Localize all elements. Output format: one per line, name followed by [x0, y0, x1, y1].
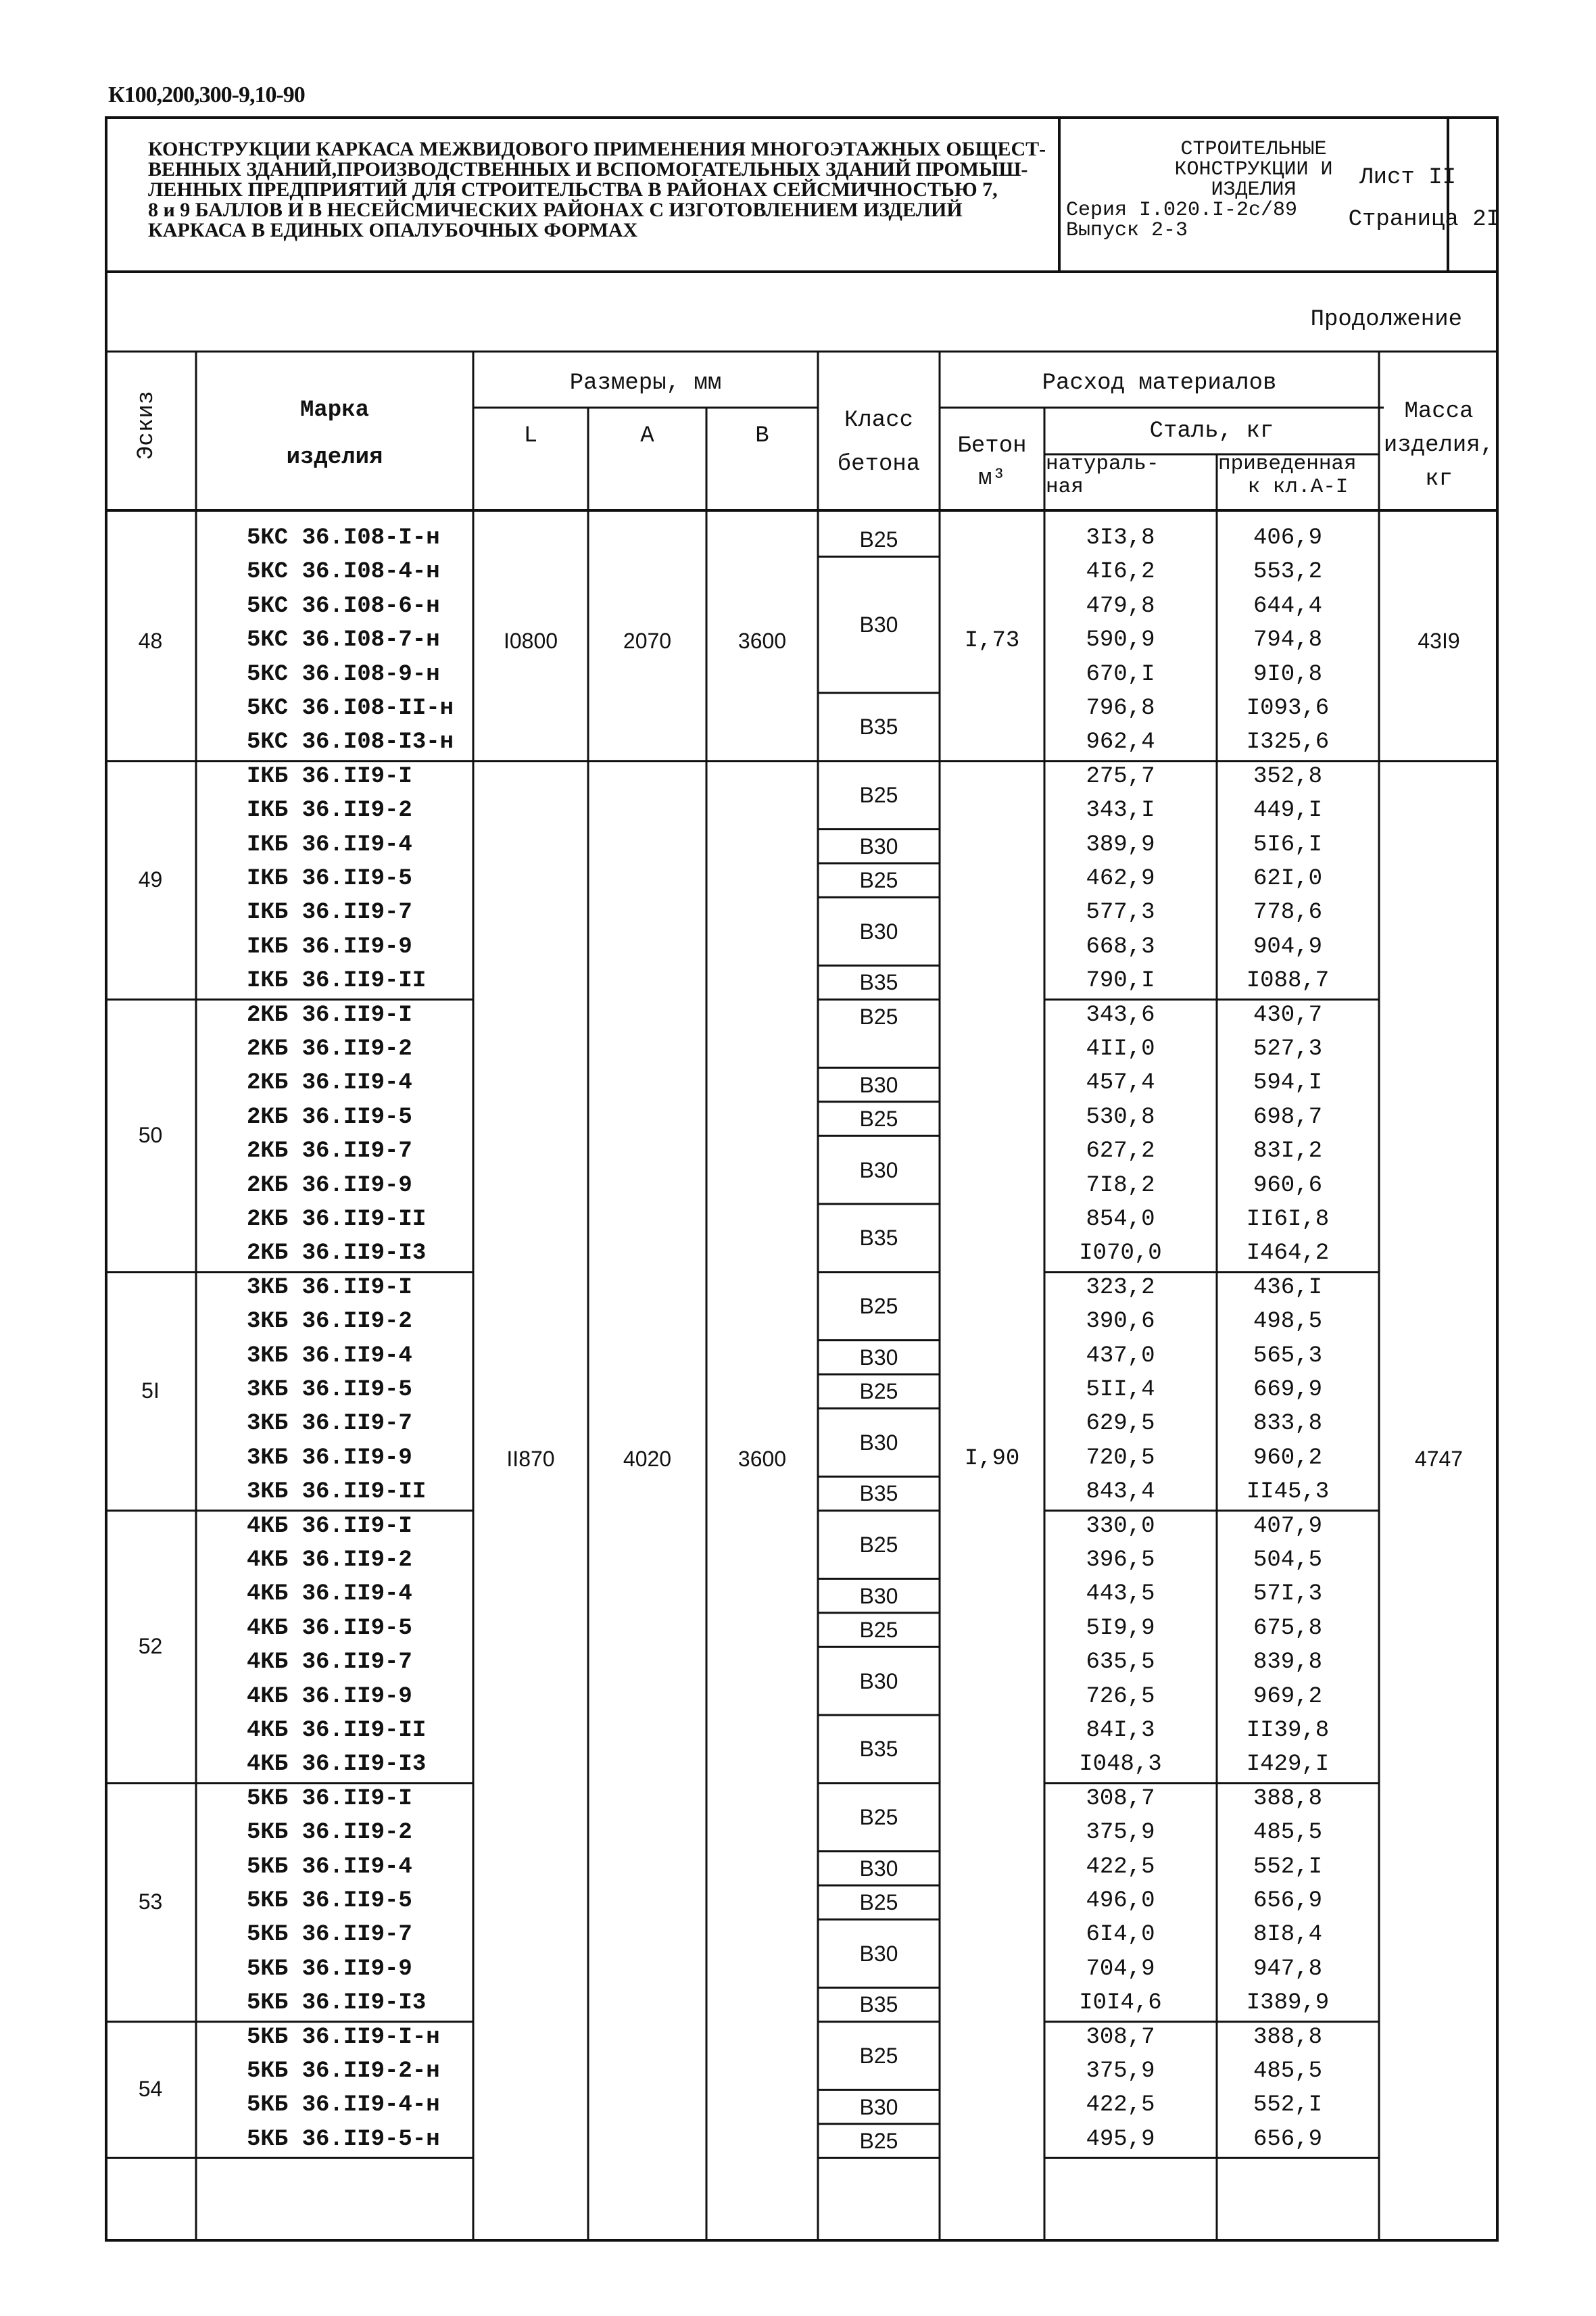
B-header: B: [755, 423, 769, 449]
steel-reduced: 552,I: [1253, 2092, 1323, 2119]
concrete-class: B35: [859, 1992, 898, 2017]
steel-natural: 530,8: [1086, 1104, 1155, 1130]
mark-header-2: изделия: [286, 445, 383, 471]
series-line: СТРОИТЕЛЬНЫЕ: [1180, 138, 1327, 161]
steel-natural: 330,0: [1086, 1513, 1155, 1539]
product-mass: 43I9: [1418, 629, 1460, 654]
steel-reduced: 498,5: [1253, 1309, 1323, 1335]
steel-reduced: 656,9: [1253, 1888, 1323, 1914]
product-mark: 5КБ 36.II9-4-н: [247, 2092, 440, 2119]
steel-natural: 726,5: [1086, 1683, 1155, 1710]
steel-natural: 275,7: [1086, 763, 1155, 790]
product-mark: 5КС 36.I08-7-н: [247, 627, 440, 654]
dimension-B: 3600: [737, 629, 787, 654]
product-mark: 5КБ 36.II9-5: [247, 1888, 412, 1914]
concrete-class: B25: [859, 1533, 898, 1557]
steel-natural: 962,4: [1086, 729, 1155, 756]
product-mark: 5КБ 36.II9-5-н: [247, 2126, 440, 2152]
steel-natural: 422,5: [1086, 2092, 1155, 2119]
reduced-header-2: к кл.А-I: [1247, 475, 1349, 499]
product-mark: 4КБ 36.II9-2: [247, 1547, 412, 1573]
product-mark: IКБ 36.II9-I: [247, 763, 412, 790]
concrete-class: B35: [859, 1226, 898, 1251]
steel-reduced: II6I,8: [1246, 1207, 1330, 1232]
steel-reduced: II45,3: [1246, 1479, 1330, 1505]
steel-reduced: 527,3: [1253, 1036, 1323, 1062]
sketch-number: 54: [138, 2077, 163, 2102]
steel-natural: I070,0: [1079, 1240, 1162, 1267]
steel-natural: 668,3: [1086, 934, 1155, 960]
steel-reduced: 794,8: [1253, 627, 1323, 654]
product-mark: IКБ 36.II9-4: [247, 831, 412, 858]
sketch-number: 5I: [141, 1378, 160, 1403]
steel-reduced: I429,I: [1246, 1752, 1330, 1778]
steel-reduced: 406,9: [1253, 525, 1323, 551]
product-mark: 5КБ 36.II9-I3: [247, 1990, 427, 2017]
dimension-L: I0800: [503, 629, 558, 654]
steel-natural: 635,5: [1086, 1649, 1155, 1676]
steel-natural: 422,5: [1086, 1854, 1155, 1880]
steel-natural: 629,5: [1086, 1411, 1155, 1437]
steel-natural: 443,5: [1086, 1581, 1155, 1608]
materials-header: Расход материалов: [1042, 370, 1277, 396]
product-mark: 5КС 36.I08-I3-н: [247, 729, 454, 756]
steel-header: Сталь, кг: [1149, 418, 1274, 444]
steel-reduced: I389,9: [1246, 1990, 1330, 2017]
steel-reduced: 675,8: [1253, 1615, 1323, 1641]
steel-natural: 796,8: [1086, 696, 1155, 721]
steel-natural: 375,9: [1086, 1820, 1155, 1846]
steel-reduced: 436,I: [1253, 1274, 1323, 1301]
concrete-class: B30: [859, 1072, 898, 1097]
steel-reduced: 5I6,I: [1253, 831, 1323, 858]
concrete-class: B30: [859, 1157, 898, 1182]
product-mark: 3КБ 36.II9-2: [247, 1309, 412, 1335]
steel-reduced: 778,6: [1253, 900, 1323, 926]
steel-natural: 843,4: [1086, 1479, 1155, 1505]
document-code: К100,200,300-9,10-90: [108, 82, 305, 107]
concrete-class: B30: [859, 1345, 898, 1370]
steel-natural: 720,5: [1086, 1445, 1155, 1471]
concrete-class: B30: [859, 919, 898, 944]
sketch-number: 53: [138, 1889, 163, 1914]
product-mark: 2КБ 36.II9-2: [247, 1036, 412, 1062]
series-line: ИЗДЕЛИЯ: [1211, 178, 1297, 201]
steel-reduced: 388,8: [1253, 1785, 1323, 1812]
concrete-class: B30: [859, 1941, 898, 1966]
steel-natural: 670,I: [1086, 661, 1155, 687]
steel-reduced: 644,4: [1253, 593, 1323, 619]
steel-natural: 496,0: [1086, 1888, 1155, 1914]
steel-natural: 6I4,0: [1086, 1922, 1155, 1948]
steel-reduced: 904,9: [1253, 934, 1323, 960]
product-mark: 2КБ 36.II9-7: [247, 1138, 412, 1165]
product-mark: 4КБ 36.II9-5: [247, 1615, 412, 1641]
steel-reduced: 57I,3: [1253, 1581, 1323, 1608]
steel-reduced: 947,8: [1253, 1956, 1323, 1982]
steel-natural: 495,9: [1086, 2126, 1155, 2152]
steel-natural: 396,5: [1086, 1547, 1155, 1573]
steel-natural: 854,0: [1086, 1207, 1155, 1232]
dimension-A: 4020: [623, 1447, 672, 1471]
dimension-L: II870: [506, 1447, 555, 1471]
sketch-number: 50: [138, 1123, 163, 1148]
product-mark: 5КБ 36.II9-9: [247, 1956, 412, 1982]
concrete-class: B25: [859, 1805, 898, 1830]
mass-header-3: кг: [1425, 466, 1453, 492]
steel-reduced: 8I8,4: [1253, 1922, 1323, 1948]
product-mark: IКБ 36.II9-2: [247, 798, 412, 824]
sketch-number: 49: [138, 867, 163, 892]
product-mark: 5КС 36.I08-9-н: [247, 661, 440, 687]
steel-natural: 5II,4: [1086, 1377, 1155, 1403]
product-mark: 3КБ 36.II9-II: [247, 1479, 427, 1505]
steel-reduced: 9I0,8: [1253, 661, 1323, 687]
steel-natural: 4I6,2: [1086, 559, 1155, 585]
sizes-header: Размеры, мм: [569, 370, 722, 396]
concrete-class: B35: [859, 1481, 898, 1506]
product-mark: 2КБ 36.II9-I: [247, 1002, 412, 1028]
steel-reduced: I093,6: [1246, 696, 1330, 721]
steel-natural: 389,9: [1086, 831, 1155, 858]
concrete-header: Бетон: [957, 433, 1027, 459]
steel-natural: 308,7: [1086, 2024, 1155, 2050]
product-mark: 5КС 36.I08-I-н: [247, 525, 440, 551]
reduced-header: приведенная: [1218, 452, 1357, 476]
steel-reduced: I088,7: [1246, 968, 1330, 994]
steel-natural: 704,9: [1086, 1956, 1155, 1982]
steel-reduced: 669,9: [1253, 1377, 1323, 1403]
concrete-class: B35: [859, 1737, 898, 1762]
steel-reduced: 656,9: [1253, 2126, 1323, 2152]
steel-natural: 479,8: [1086, 593, 1155, 619]
steel-natural: I0I4,6: [1079, 1990, 1162, 2017]
class-header: Класс: [844, 408, 914, 433]
steel-natural: 437,0: [1086, 1343, 1155, 1369]
product-mass: 4747: [1414, 1447, 1464, 1471]
title-line: 8 и 9 БАЛЛОВ И В НЕСЕЙСМИЧЕСКИХ РАЙОНАХ С ИЗГОТОВЛЕНИЕМ ИЗДЕЛИЙ: [148, 199, 963, 221]
product-mark: 4КБ 36.II9-7: [247, 1649, 412, 1676]
product-mark: 3КБ 36.II9-9: [247, 1445, 412, 1471]
product-mark: 5КС 36.I08-4-н: [247, 559, 440, 585]
A-header: A: [640, 423, 654, 449]
steel-natural: 5I9,9: [1086, 1615, 1155, 1641]
product-mark: 4КБ 36.II9-I: [247, 1513, 412, 1539]
steel-reduced: 430,7: [1253, 1002, 1323, 1028]
steel-reduced: 352,8: [1253, 763, 1323, 790]
steel-natural: 627,2: [1086, 1138, 1155, 1165]
steel-natural: 375,9: [1086, 2058, 1155, 2084]
steel-reduced: 698,7: [1253, 1104, 1323, 1130]
product-mark: 4КБ 36.II9-9: [247, 1683, 412, 1710]
product-mark: 5КС 36.I08-II-н: [247, 696, 454, 721]
product-mark: IКБ 36.II9-9: [247, 934, 412, 960]
steel-reduced: 449,I: [1253, 798, 1323, 824]
product-mark: 2КБ 36.II9-II: [247, 1207, 427, 1232]
steel-reduced: 960,2: [1253, 1445, 1323, 1471]
steel-natural: 323,2: [1086, 1274, 1155, 1301]
class-header-2: бетона: [837, 452, 921, 477]
product-mark: 5КБ 36.II9-2: [247, 1820, 412, 1846]
product-mark: IКБ 36.II9-II: [247, 968, 427, 994]
concrete-class: B25: [859, 1379, 898, 1404]
product-mark: 2КБ 36.II9-5: [247, 1104, 412, 1130]
concrete-class: B25: [859, 1618, 898, 1642]
product-mark: 3КБ 36.II9-4: [247, 1343, 412, 1369]
steel-natural: 3I3,8: [1086, 525, 1155, 551]
steel-natural: 4II,0: [1086, 1036, 1155, 1062]
concrete-class: B30: [859, 1430, 898, 1455]
steel-reduced: II39,8: [1246, 1718, 1330, 1743]
steel-reduced: 485,5: [1253, 2058, 1323, 2084]
steel-natural: 84I,3: [1086, 1718, 1155, 1743]
mark-header: Марка: [299, 397, 370, 423]
product-mark: 5КБ 36.II9-I: [247, 1785, 412, 1812]
title-line: КАРКАСА В ЕДИНЫХ ОПАЛУБОЧНЫХ ФОРМАХ: [148, 219, 638, 241]
steel-reduced: 553,2: [1253, 559, 1323, 585]
dimension-B: 3600: [737, 1447, 787, 1471]
product-mark: 5КБ 36.II9-2-н: [247, 2058, 440, 2084]
concrete-class: B25: [859, 2129, 898, 2153]
product-mark: 5КС 36.I08-6-н: [247, 593, 440, 619]
concrete-class: B25: [859, 1294, 898, 1319]
concrete-volume: I,90: [964, 1446, 1020, 1472]
concrete-class: B35: [859, 715, 898, 740]
product-mark: IКБ 36.II9-5: [247, 866, 412, 892]
product-mark: 5КБ 36.II9-I-н: [247, 2024, 440, 2050]
steel-natural: I048,3: [1079, 1752, 1162, 1778]
steel-natural: 343,I: [1086, 798, 1155, 824]
concrete-unit: м³: [978, 466, 1006, 491]
steel-natural: 590,9: [1086, 627, 1155, 654]
product-mark: 4КБ 36.II9-4: [247, 1581, 412, 1608]
concrete-class: B25: [859, 868, 898, 893]
product-mark: 3КБ 36.II9-I: [247, 1274, 412, 1301]
steel-reduced: 62I,0: [1253, 866, 1323, 892]
product-mark: 4КБ 36.II9-II: [247, 1718, 427, 1743]
concrete-class: B25: [859, 1890, 898, 1915]
product-mark: 2КБ 36.II9-I3: [247, 1240, 427, 1267]
concrete-class: B30: [859, 1856, 898, 1881]
title-line: КОНСТРУКЦИИ КАРКАСА МЕЖВИДОВОГО ПРИМЕНЕНИЯ МНОГОЭТАЖНЫХ ОБЩЕСТ-: [148, 138, 1046, 160]
product-mark: IКБ 36.II9-7: [247, 900, 412, 926]
product-mark: 3КБ 36.II9-5: [247, 1377, 412, 1403]
sketch-number: 48: [138, 629, 163, 654]
steel-reduced: 839,8: [1253, 1649, 1323, 1676]
steel-reduced: I325,6: [1246, 729, 1330, 756]
product-mark: 2КБ 36.II9-9: [247, 1172, 412, 1199]
concrete-class: B30: [859, 1583, 898, 1608]
steel-reduced: 960,6: [1253, 1172, 1323, 1199]
mass-header-2: изделия,: [1383, 433, 1495, 458]
steel-natural: 343,6: [1086, 1002, 1155, 1028]
concrete-volume: I,73: [964, 628, 1020, 654]
sketch-header: Эскиз: [134, 390, 160, 460]
L-header: L: [523, 423, 538, 449]
product-mark: 5КБ 36.II9-4: [247, 1854, 412, 1880]
steel-natural: 308,7: [1086, 1785, 1155, 1812]
natural-header: натураль-: [1046, 452, 1159, 476]
mass-header: Масса: [1404, 399, 1474, 425]
steel-reduced: I464,2: [1246, 1240, 1330, 1267]
sheet-number: Лист II: [1359, 165, 1456, 191]
steel-reduced: 594,I: [1253, 1070, 1323, 1096]
dimension-A: 2070: [623, 629, 672, 654]
steel-reduced: 407,9: [1253, 1513, 1323, 1539]
steel-reduced: 83I,2: [1253, 1138, 1323, 1165]
product-mark: 4КБ 36.II9-I3: [247, 1752, 427, 1778]
steel-natural: 457,4: [1086, 1070, 1155, 1096]
issue-number: Выпуск 2-3: [1066, 219, 1188, 242]
title-line: ВЕННЫХ ЗДАНИЙ,ПРОИЗВОДСТВЕННЫХ И ВСПОМОГАТЕЛЬНЫХ ЗДАНИЙ ПРОМЫШ-: [148, 158, 1028, 180]
concrete-class: B25: [859, 2044, 898, 2068]
steel-reduced: 504,5: [1253, 1547, 1323, 1573]
steel-reduced: 388,8: [1253, 2024, 1323, 2050]
product-mark: 3КБ 36.II9-7: [247, 1411, 412, 1437]
product-mark: 2КБ 36.II9-4: [247, 1070, 412, 1096]
steel-reduced: 552,I: [1253, 1854, 1323, 1880]
continuation-label: Продолжение: [1310, 307, 1462, 333]
steel-natural: 7I8,2: [1086, 1172, 1155, 1199]
series-line: КОНСТРУКЦИИ И: [1174, 158, 1333, 181]
product-mark: 5КБ 36.II9-7: [247, 1922, 412, 1948]
concrete-class: B30: [859, 2094, 898, 2119]
sketch-number: 52: [138, 1634, 163, 1659]
natural-header-2: ная: [1046, 475, 1084, 499]
concrete-class: B35: [859, 970, 898, 995]
steel-reduced: 485,5: [1253, 1820, 1323, 1846]
concrete-class: B25: [859, 527, 898, 552]
steel-reduced: 969,2: [1253, 1683, 1323, 1710]
concrete-class: B30: [859, 612, 898, 637]
steel-natural: 577,3: [1086, 900, 1155, 926]
concrete-class: B30: [859, 834, 898, 859]
page-number: Страница 2I: [1348, 207, 1500, 233]
title-line: ЛЕННЫХ ПРЕДПРИЯТИЙ ДЛЯ СТРОИТЕЛЬСТВА В РАЙОНАХ СЕЙСМИЧНОСТЬЮ 7,: [148, 178, 998, 201]
concrete-class: B25: [859, 1004, 898, 1029]
concrete-class: B30: [859, 1668, 898, 1693]
series-code: Серия I.020.I-2с/89: [1066, 199, 1298, 222]
steel-natural: 462,9: [1086, 866, 1155, 892]
steel-natural: 790,I: [1086, 968, 1155, 994]
concrete-class: B25: [859, 783, 898, 808]
steel-reduced: 565,3: [1253, 1343, 1323, 1369]
steel-reduced: 833,8: [1253, 1411, 1323, 1437]
steel-natural: 390,6: [1086, 1309, 1155, 1335]
concrete-class: B25: [859, 1107, 898, 1131]
